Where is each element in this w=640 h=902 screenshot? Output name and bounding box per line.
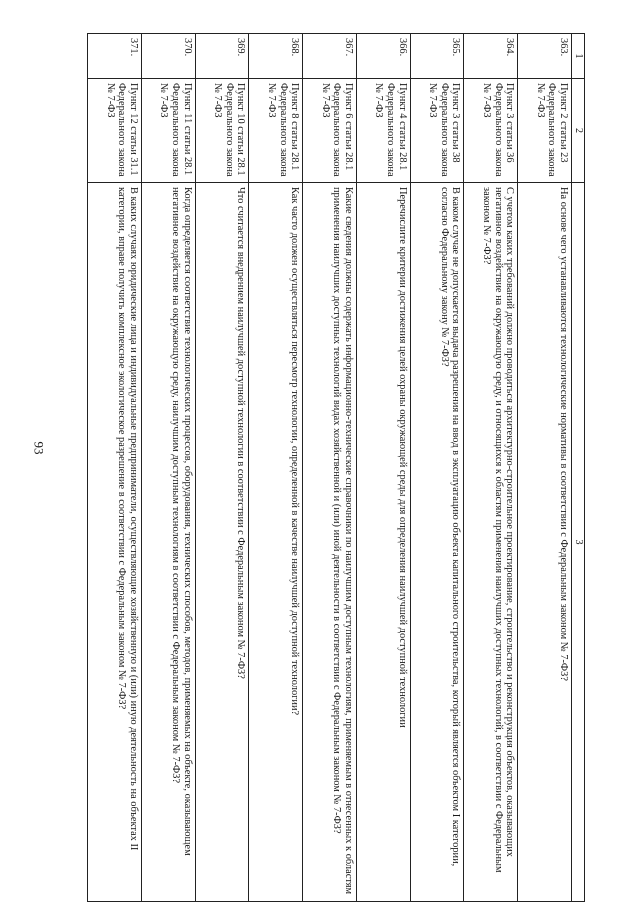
page-number: 93 (31, 441, 47, 455)
law-reference: Пункт 11 статьи 28.1 Федерального закона № 7-ФЗ (141, 79, 195, 183)
header-col-1: 1 (572, 34, 585, 79)
law-reference: Пункт 6 статьи 28.1 Федерального закона № 7-ФЗ (303, 79, 357, 183)
law-reference: Пункт 12 статьи 31.1 Федерального закона № 7-ФЗ (88, 79, 142, 183)
table-row (141, 34, 195, 902)
law-reference: Пункт 3 статьи 38 Федерального закона № 7-ФЗ (410, 79, 464, 183)
table-row (464, 34, 518, 902)
row-number: 367. (303, 34, 357, 79)
question-text: Что считается внедрением наилучшей доступной технологии в соответствии с Федеральным законом № 7-ФЗ? (195, 183, 249, 902)
header-col-2: 2 (572, 79, 585, 183)
table-row (410, 34, 464, 902)
law-reference: Пункт 10 статьи 28.1 Федерального закона № 7-ФЗ (195, 79, 249, 183)
question-text: Какие сведения должны содержать информационно-технические справочники по наилучшим доступным технологиям, применяемым в отнесенных к областям применения наилучших доступных технологий видах хозяйственной и (или) иной деятельности в соответствии с Федеральным законом № 7-ФЗ? (303, 183, 357, 902)
row-number: 366. (356, 34, 410, 79)
question-text: В каком случае не допускается выдача разрешения на ввод в эксплуатацию объекта капитального строительства, который является объектом I категории, согласно Федеральному закону № 7-ФЗ? (410, 183, 464, 902)
law-reference: Пункт 2 статьи 23 Федерального закона № 7-ФЗ (518, 79, 572, 183)
question-text: Когда определяется соответствие технологических процессов, оборудования, технических способов, методов, применяемых на объекте, оказывающем негативное воздействие на окружающую среду, наилучшим доступным технологиям в соответствии с Федеральным законом № 7-ФЗ? (141, 183, 195, 902)
question-text: С учетом каких требований должно проводиться архитектурно-строительное проектирование, строительство и реконструкция объектов, оказывающих негативное воздействие на окружающую среду, и относящихся к областям применения наилучших доступных технологий, в соответствии с Федеральным законом № 7-ФЗ? (464, 183, 518, 902)
law-reference: Пункт 8 статьи 28.1 Федерального закона № 7-ФЗ (249, 79, 303, 183)
questions-table-frame (87, 33, 585, 901)
header-col-3: 3 (572, 183, 585, 902)
question-text: В каких случаях юридические лица и индивидуальные предприниматели, осуществляющие хозяйственную и (или) иную деятельность на объектах II категории, вправе получить комплексное экологическое разрешение в соответствии с Федеральным законом № 7-ФЗ? (88, 183, 142, 902)
row-number: 368. (249, 34, 303, 79)
row-number: 364. (464, 34, 518, 79)
table-row (303, 34, 357, 902)
question-text: Как часто должен осуществляться пересмотр технологии, определенной в качестве наилучшей доступной технологии? (249, 183, 303, 902)
table-row (195, 34, 249, 902)
row-number: 363. (518, 34, 572, 79)
row-number: 370. (141, 34, 195, 79)
table-row (249, 34, 303, 902)
law-reference: Пункт 3 статьи 36 Федерального закона № 7-ФЗ (464, 79, 518, 183)
table-row (88, 34, 142, 902)
row-number: 371. (88, 34, 142, 79)
row-number: 369. (195, 34, 249, 79)
table-row (356, 34, 410, 902)
table-header-row (572, 34, 585, 902)
question-text: На основе чего устанавливаются технологические нормативы в соответствии с Федеральным законом № 7-ФЗ? (518, 183, 572, 902)
row-number: 365. (410, 34, 464, 79)
questions-table (87, 33, 585, 902)
law-reference: Пункт 4 статьи 28.1 Федерального закона № 7-ФЗ (356, 79, 410, 183)
question-text: Перечислите критерии достижения целей охраны окружающей среды для определения наилучшей доступной технологии (356, 183, 410, 902)
table-row (518, 34, 572, 902)
